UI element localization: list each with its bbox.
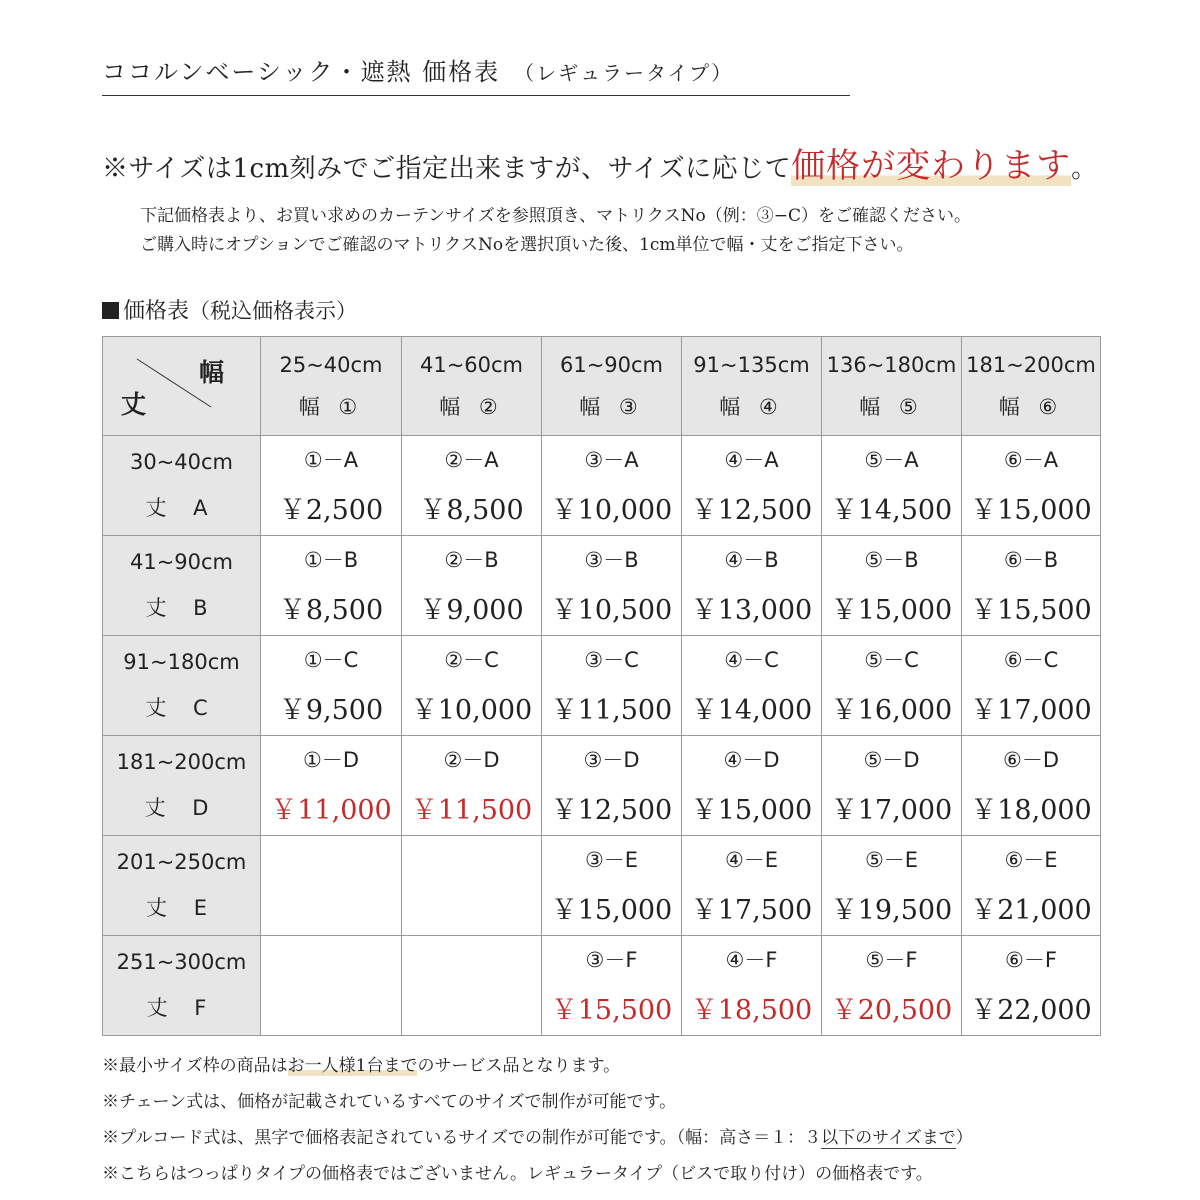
column-code: 幅 ⑤ [859,395,924,419]
footnote-min-size [102,1048,973,1084]
row-range: 41~90cm [129,549,234,574]
matrix-code: ⑤－F [865,948,918,972]
column-range: 181~200cm [966,353,1096,377]
price-value: ￥15,500 [970,595,1092,626]
table-header-row [103,337,1101,436]
matrix-code: ⑥－D [1003,748,1059,772]
matrix-code: ⑥－F [1005,948,1057,972]
price-value: ￥17,000 [970,695,1092,726]
row-code: 丈 E [146,895,217,920]
title-main: ココルンベーシック・遮熱 価格表 [102,58,501,86]
price-table-body [103,436,1101,1036]
notice-text: ※サイズは1cm刻みでご指定出来ますが、サイズに応じて [102,154,792,184]
column-header [542,337,682,436]
matrix-code: ②－D [443,748,500,772]
price-value: ￥17,000 [830,795,953,826]
price-value: ￥11,000 [270,795,392,826]
matrix-code: ⑤－D [863,748,920,772]
matrix-code: ⑥－A [1003,448,1059,472]
price-value: ￥8,500 [278,595,384,626]
price-cell [542,636,682,736]
price-value: ￥22,000 [970,995,1092,1026]
price-value: ￥10,000 [410,695,533,726]
price-value: ￥11,500 [550,695,673,726]
price-cell [261,736,402,836]
price-value: ￥15,000 [690,795,813,826]
price-cell [962,536,1101,636]
price-cell [822,536,962,636]
price-value: ￥18,000 [970,795,1092,826]
column-range: 91~135cm [693,353,810,377]
table-row [103,436,1101,536]
price-value: ￥15,500 [550,995,673,1026]
price-cell [962,436,1101,536]
price-cell [402,636,542,736]
price-cell [822,936,962,1036]
row-header [103,536,261,636]
matrix-code: ①－C [303,648,359,672]
matrix-code: ④－A [724,448,779,472]
corner-height-label: 丈 [121,390,147,419]
price-value: ￥15,000 [830,595,953,626]
matrix-code: ③－E [584,848,639,872]
price-value: ￥16,000 [830,695,953,726]
price-change-notice [102,138,1192,187]
column-range: 61~90cm [559,353,664,377]
notice-end: 。 [1071,154,1098,184]
price-value: ￥10,000 [550,495,673,526]
price-cell [962,636,1101,736]
price-value: ￥11,500 [410,795,533,826]
matrix-code: ③－A [584,448,639,472]
column-header [822,337,962,436]
price-cell [962,836,1101,936]
column-code: 幅 ② [439,395,504,419]
matrix-code: ④－E [724,848,779,872]
row-header [103,436,261,536]
price-cell [682,736,822,836]
notice-highlight: 価格が変わります [791,146,1072,186]
section-heading-note: （税込価格表示） [189,299,358,323]
price-value: ￥2,500 [278,495,384,526]
price-cell [402,536,542,636]
column-code: 幅 ① [298,395,364,419]
empty-cell [402,836,542,936]
intro-text [140,202,971,260]
table-row [103,836,1101,936]
price-cell [822,836,962,936]
price-cell [682,636,822,736]
price-cell [261,536,402,636]
matrix-code: ②－B [444,548,499,572]
intro-line-2: ご購入時にオプションでご確認のマトリクスNoを選択頂いた後、1cm単位で幅・丈をご指定下さい。 [140,235,914,255]
price-cell [542,836,682,936]
row-code: 丈 D [144,795,219,820]
price-cell [962,936,1101,1036]
matrix-code: ②－A [444,448,499,472]
price-value: ￥19,500 [830,895,953,926]
row-range: 181~200cm [116,749,247,774]
empty-cell [261,936,402,1036]
matrix-code: ①－D [303,748,359,772]
footnote-regular-type: ※こちらはつっぱりタイプの価格表ではございません。レギュラータイプ（ビスで取り付け）の価格表です。 [102,1164,933,1184]
matrix-code: ④－D [723,748,780,772]
price-value: ￥15,000 [550,895,673,926]
empty-cell [402,936,542,1036]
row-code: 丈 B [145,595,218,620]
price-table [102,336,1101,1036]
column-code: 幅 ③ [579,395,644,419]
row-header [103,736,261,836]
footnote-emphasis: 以下のサイズまで [821,1128,956,1148]
row-code: 丈 F [146,995,217,1020]
matrix-code: ②－C [444,648,499,672]
price-cell [682,836,822,936]
row-range: 201~250cm [116,849,247,874]
price-cell [542,736,682,836]
footnote-pull-cord [102,1120,973,1156]
row-header [103,936,261,1036]
row-range: 251~300cm [116,949,247,974]
footnotes [102,1048,973,1192]
matrix-code: ⑥－B [1003,548,1059,572]
column-header [402,337,542,436]
table-corner-cell [103,337,261,436]
row-header [103,836,261,936]
table-row [103,536,1101,636]
price-cell [962,736,1101,836]
column-code: 幅 ⑥ [998,395,1064,419]
matrix-code: ⑤－B [864,548,919,572]
price-value: ￥9,500 [278,695,384,726]
price-cell [402,436,542,536]
matrix-code: ③－D [583,748,640,772]
price-cell [542,536,682,636]
price-cell [542,436,682,536]
price-value: ￥12,500 [690,495,813,526]
column-range: 41~60cm [419,353,524,377]
footnote-text: ※プルコード式は、黒字で価格表記されているサイズでの制作が可能です。（幅：高さ＝１：３ [102,1128,822,1148]
price-value: ￥12,500 [550,795,673,826]
row-range: 30~40cm [129,449,234,474]
matrix-code: ①－B [303,548,359,572]
price-cell [542,936,682,1036]
matrix-code: ③－F [585,948,638,972]
matrix-code: ⑤－A [864,448,919,472]
price-value: ￥15,000 [970,495,1092,526]
price-cell [682,536,822,636]
intro-line-1: 下記価格表より、お買い求めのカーテンサイズを参照頂き、マトリクスNo（例：③−C）をご確認ください。 [140,206,971,226]
price-value: ￥21,000 [970,895,1092,926]
row-code: 丈 A [145,495,218,520]
price-value: ￥18,500 [690,995,813,1026]
footnote-chain: ※チェーン式は、価格が記載されているすべてのサイズで制作が可能です。 [102,1092,677,1112]
matrix-code: ⑤－C [864,648,919,672]
matrix-code: ⑥－C [1003,648,1059,672]
matrix-code: ④－C [724,648,779,672]
matrix-code: ⑥－E [1004,848,1058,872]
table-row [103,736,1101,836]
price-cell [822,636,962,736]
corner-width-label: 幅 [198,358,224,387]
column-range: 136~180cm [826,353,957,377]
price-value: ￥20,500 [830,995,953,1026]
matrix-code: ①－A [303,448,359,472]
section-heading [102,294,357,325]
column-header [261,337,402,436]
title-sub: （レギュラータイプ） [514,61,734,85]
row-range: 91~180cm [123,649,240,674]
page-title [102,52,850,96]
matrix-code: ④－F [725,948,778,972]
price-value: ￥10,500 [550,595,673,626]
footnote-text: ※最小サイズ枠の商品は [102,1056,288,1076]
price-value: ￥8,500 [419,495,524,526]
price-value: ￥14,500 [830,495,953,526]
row-code: 丈 C [145,695,218,720]
column-range: 25~40cm [279,353,383,377]
section-heading-main: 価格表 [123,299,190,324]
column-header [962,337,1101,436]
empty-cell [261,836,402,936]
price-cell [402,736,542,836]
matrix-code: ③－B [584,548,639,572]
price-cell [261,636,402,736]
price-cell [822,736,962,836]
price-value: ￥17,500 [690,895,813,926]
matrix-code: ⑤－E [864,848,919,872]
column-header [682,337,822,436]
price-cell [822,436,962,536]
matrix-code: ③－C [584,648,639,672]
row-header [103,636,261,736]
table-row [103,936,1101,1036]
price-cell [682,436,822,536]
price-value: ￥14,000 [690,695,813,726]
footnote-emphasis: お一人様1台まで [287,1056,418,1076]
footnote-text: のサービス品となります。 [417,1056,621,1076]
column-code: 幅 ④ [719,395,784,419]
price-value: ￥9,000 [419,595,524,626]
footnote-text: ） [955,1128,973,1148]
price-value: ￥13,000 [690,595,813,626]
square-bullet-icon [102,302,119,319]
price-cell [261,436,402,536]
price-cell [682,936,822,1036]
matrix-code: ④－B [724,548,779,572]
table-row [103,636,1101,736]
